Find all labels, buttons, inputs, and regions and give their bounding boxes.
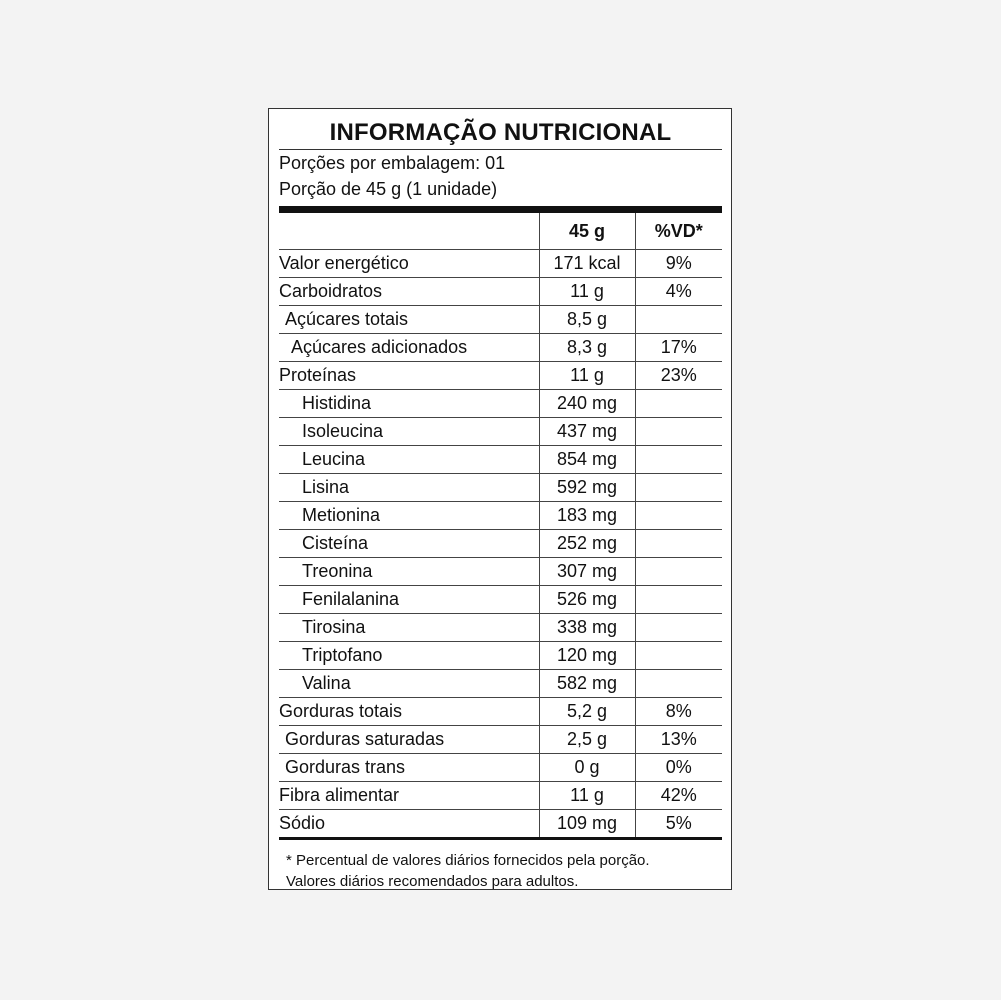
nutrient-name: Gorduras saturadas [279,726,539,754]
table-row [279,586,722,614]
nutrient-daily-value: 13% [635,726,722,754]
header-daily-value: %VD* [635,213,722,250]
footnote-line-2: Valores diários recomendados para adultos. [286,873,579,890]
nutrient-name: Lisina [279,474,539,502]
table-row [279,446,722,474]
nutrient-daily-value: 17% [635,334,722,362]
thick-divider [279,206,722,213]
nutrient-amount: 437 mg [539,418,635,446]
nutrient-amount: 109 mg [539,810,635,839]
table-header-row [279,213,722,250]
table-row [279,362,722,390]
nutrient-name: Açúcares adicionados [279,334,539,362]
nutrient-amount: 11 g [539,278,635,306]
table-row [279,278,722,306]
table-row [279,306,722,334]
table-row [279,754,722,782]
table-row [279,782,722,810]
nutrient-amount: 854 mg [539,446,635,474]
table-row [279,642,722,670]
nutrient-name: Tirosina [279,614,539,642]
nutrient-amount: 592 mg [539,474,635,502]
nutrient-name: Leucina [279,446,539,474]
nutrient-name: Treonina [279,558,539,586]
table-row [279,558,722,586]
table-row [279,614,722,642]
table-row [279,726,722,754]
nutrient-name: Valina [279,670,539,698]
servings-per-package: Porções por embalagem: 01 [279,153,506,173]
nutrient-amount: 338 mg [539,614,635,642]
table-row [279,810,722,839]
nutrient-daily-value: 5% [635,810,722,839]
nutrient-daily-value: 0% [635,754,722,782]
nutrient-name: Carboidratos [279,278,539,306]
nutrient-name: Fenilalanina [279,586,539,614]
nutrient-daily-value [635,642,722,670]
nutrient-name: Metionina [279,502,539,530]
nutrient-amount: 5,2 g [539,698,635,726]
nutrient-name: Proteínas [279,362,539,390]
nutrient-amount: 307 mg [539,558,635,586]
table-row [279,502,722,530]
nutrient-daily-value: 23% [635,362,722,390]
nutrient-daily-value: 9% [635,250,722,278]
label-content [279,109,722,892]
nutrient-daily-value [635,614,722,642]
nutrient-name: Fibra alimentar [279,782,539,810]
nutrient-amount: 11 g [539,362,635,390]
nutrient-daily-value [635,390,722,418]
nutrient-amount: 2,5 g [539,726,635,754]
table-row [279,530,722,558]
nutrient-daily-value [635,670,722,698]
table-row [279,418,722,446]
table-row [279,698,722,726]
nutrient-name: Gorduras totais [279,698,539,726]
nutrient-amount: 120 mg [539,642,635,670]
footnote-line-1: * Percentual de valores diários fornecidos pela porção. [286,852,650,869]
nutrient-daily-value [635,530,722,558]
table-row [279,670,722,698]
nutrient-amount: 11 g [539,782,635,810]
nutrient-amount: 8,3 g [539,334,635,362]
table-row [279,474,722,502]
footnote [279,850,722,892]
nutrient-daily-value [635,558,722,586]
nutrient-daily-value: 42% [635,782,722,810]
nutrition-table [279,213,722,840]
nutrient-daily-value [635,502,722,530]
nutrient-name: Valor energético [279,250,539,278]
nutrient-name: Cisteína [279,530,539,558]
table-row [279,334,722,362]
nutrient-amount: 240 mg [539,390,635,418]
nutrient-name: Histidina [279,390,539,418]
nutrient-daily-value: 4% [635,278,722,306]
table-row [279,250,722,278]
nutrient-name: Triptofano [279,642,539,670]
nutrition-facts-label [268,108,732,890]
table-row [279,390,722,418]
header-empty-cell [279,213,539,250]
header-amount: 45 g [539,213,635,250]
nutrient-amount: 8,5 g [539,306,635,334]
nutrient-amount: 0 g [539,754,635,782]
nutrient-name: Sódio [279,810,539,839]
nutrient-daily-value: 8% [635,698,722,726]
nutrient-amount: 252 mg [539,530,635,558]
nutrient-name: Açúcares totais [279,306,539,334]
nutrient-daily-value [635,474,722,502]
nutrient-amount: 526 mg [539,586,635,614]
nutrient-amount: 183 mg [539,502,635,530]
nutrient-amount: 582 mg [539,670,635,698]
nutrient-daily-value [635,446,722,474]
serving-size: Porção de 45 g (1 unidade) [279,179,498,199]
nutrient-daily-value [635,586,722,614]
nutrient-daily-value [635,418,722,446]
label-title: INFORMAÇÃO NUTRICIONAL [279,109,722,150]
nutrient-amount: 171 kcal [539,250,635,278]
nutrient-daily-value [635,306,722,334]
nutrient-name: Isoleucina [279,418,539,446]
nutrient-name: Gorduras trans [279,754,539,782]
